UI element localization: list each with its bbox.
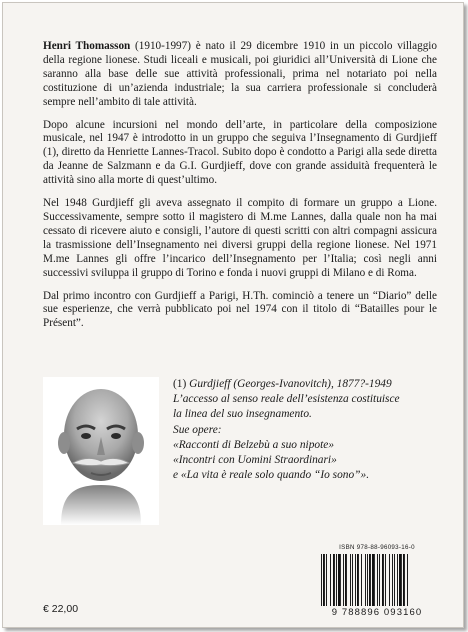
caption-line-4: Sue opere: <box>173 423 222 436</box>
caption-line-1 <box>173 377 443 392</box>
bio-paragraph-1-text: (1910-1997) è nato il 29 dicembre 1910 in un piccolo villaggio della regione lionese. Studi liceali e musicali, poi giuridici all’Università di Lione che saranno alla base delle sue attività professionali, prima nel notariato poi nella costituzione di un’azienda industriale; la sua carriera professionale si concluderà sempre nell’ambito di tale attività. <box>43 40 437 108</box>
barcode-digits: 9 788896 093160 <box>331 607 423 618</box>
footnote-number: (1) <box>173 378 190 390</box>
isbn-label: ISBN 978-88-96093-16-0 <box>339 544 415 551</box>
caption-line-7: e «La vita è reale solo quando “Io sono”». <box>173 469 370 482</box>
price: € 22,00 <box>43 603 79 615</box>
caption-line-5: «Racconti di Belzebù a suo nipote» <box>173 438 335 451</box>
caption-title: Gurdjieff (Georges-Ivanovitch), 1877?-1949 <box>189 378 392 390</box>
gurdjieff-portrait-photo <box>43 377 159 525</box>
barcode-icon <box>315 552 439 608</box>
bio-paragraph-4: Dal primo incontro con Gurdjieff a Parigi, H.Th. cominciò a tenere un “Diario” delle sue esperienze, che verrà pubblicato poi nel 1974 con il titolo di “Batailles pour le Présent”. <box>43 289 437 330</box>
author-biography <box>43 40 437 340</box>
caption-line-6: «Incontri con Uomini Straordinari» <box>173 454 337 467</box>
caption-line-2: L’accesso al senso reale dell’esistenza costituisce <box>173 393 400 406</box>
photo-caption <box>173 377 443 483</box>
back-cover <box>2 2 464 628</box>
caption-line-3: la linea del suo insegnamento. <box>173 408 312 421</box>
author-name: Henri Thomasson <box>43 40 131 52</box>
bio-paragraph-3: Nel 1948 Gurdjieff gli aveva assegnato il compito di formare un gruppo a Lione. Successivamente, sempre sotto il magistero di M.me Lannes, dalla quale non ha mai cessato di ricevere aiuto e consigli, l’autore di questi scritti con altri compagni assicura la trasmissione dell’Insegnamento nei diversi gruppi della regione lionese. Nel 1971 M.me Lannes gli offre l’incarico dell’Insegnamento per l’Italia; così negli anni successivi sviluppa il gruppo di Torino e fonda i nuovi gruppi di Milano e di Roma. <box>43 197 437 279</box>
bio-paragraph-2: Dopo alcune incursioni nel mondo dell’arte, in particolare della composizione musicale, nel 1947 è introdotto in un gruppo che seguiva l’Insegnamento di Gurdjieff (1), diretto da Henriette Lannes-Tracol. Subito dopo è condotto a Parigi alla sede diretta da Jeanne de Salzmann e da G.I. Gurdjieff, dove con grande assiduità frequenterà le attività sino alla morte di quest’ultimo. <box>43 118 437 187</box>
isbn-barcode <box>315 543 439 621</box>
bio-paragraph-1 <box>43 40 437 110</box>
